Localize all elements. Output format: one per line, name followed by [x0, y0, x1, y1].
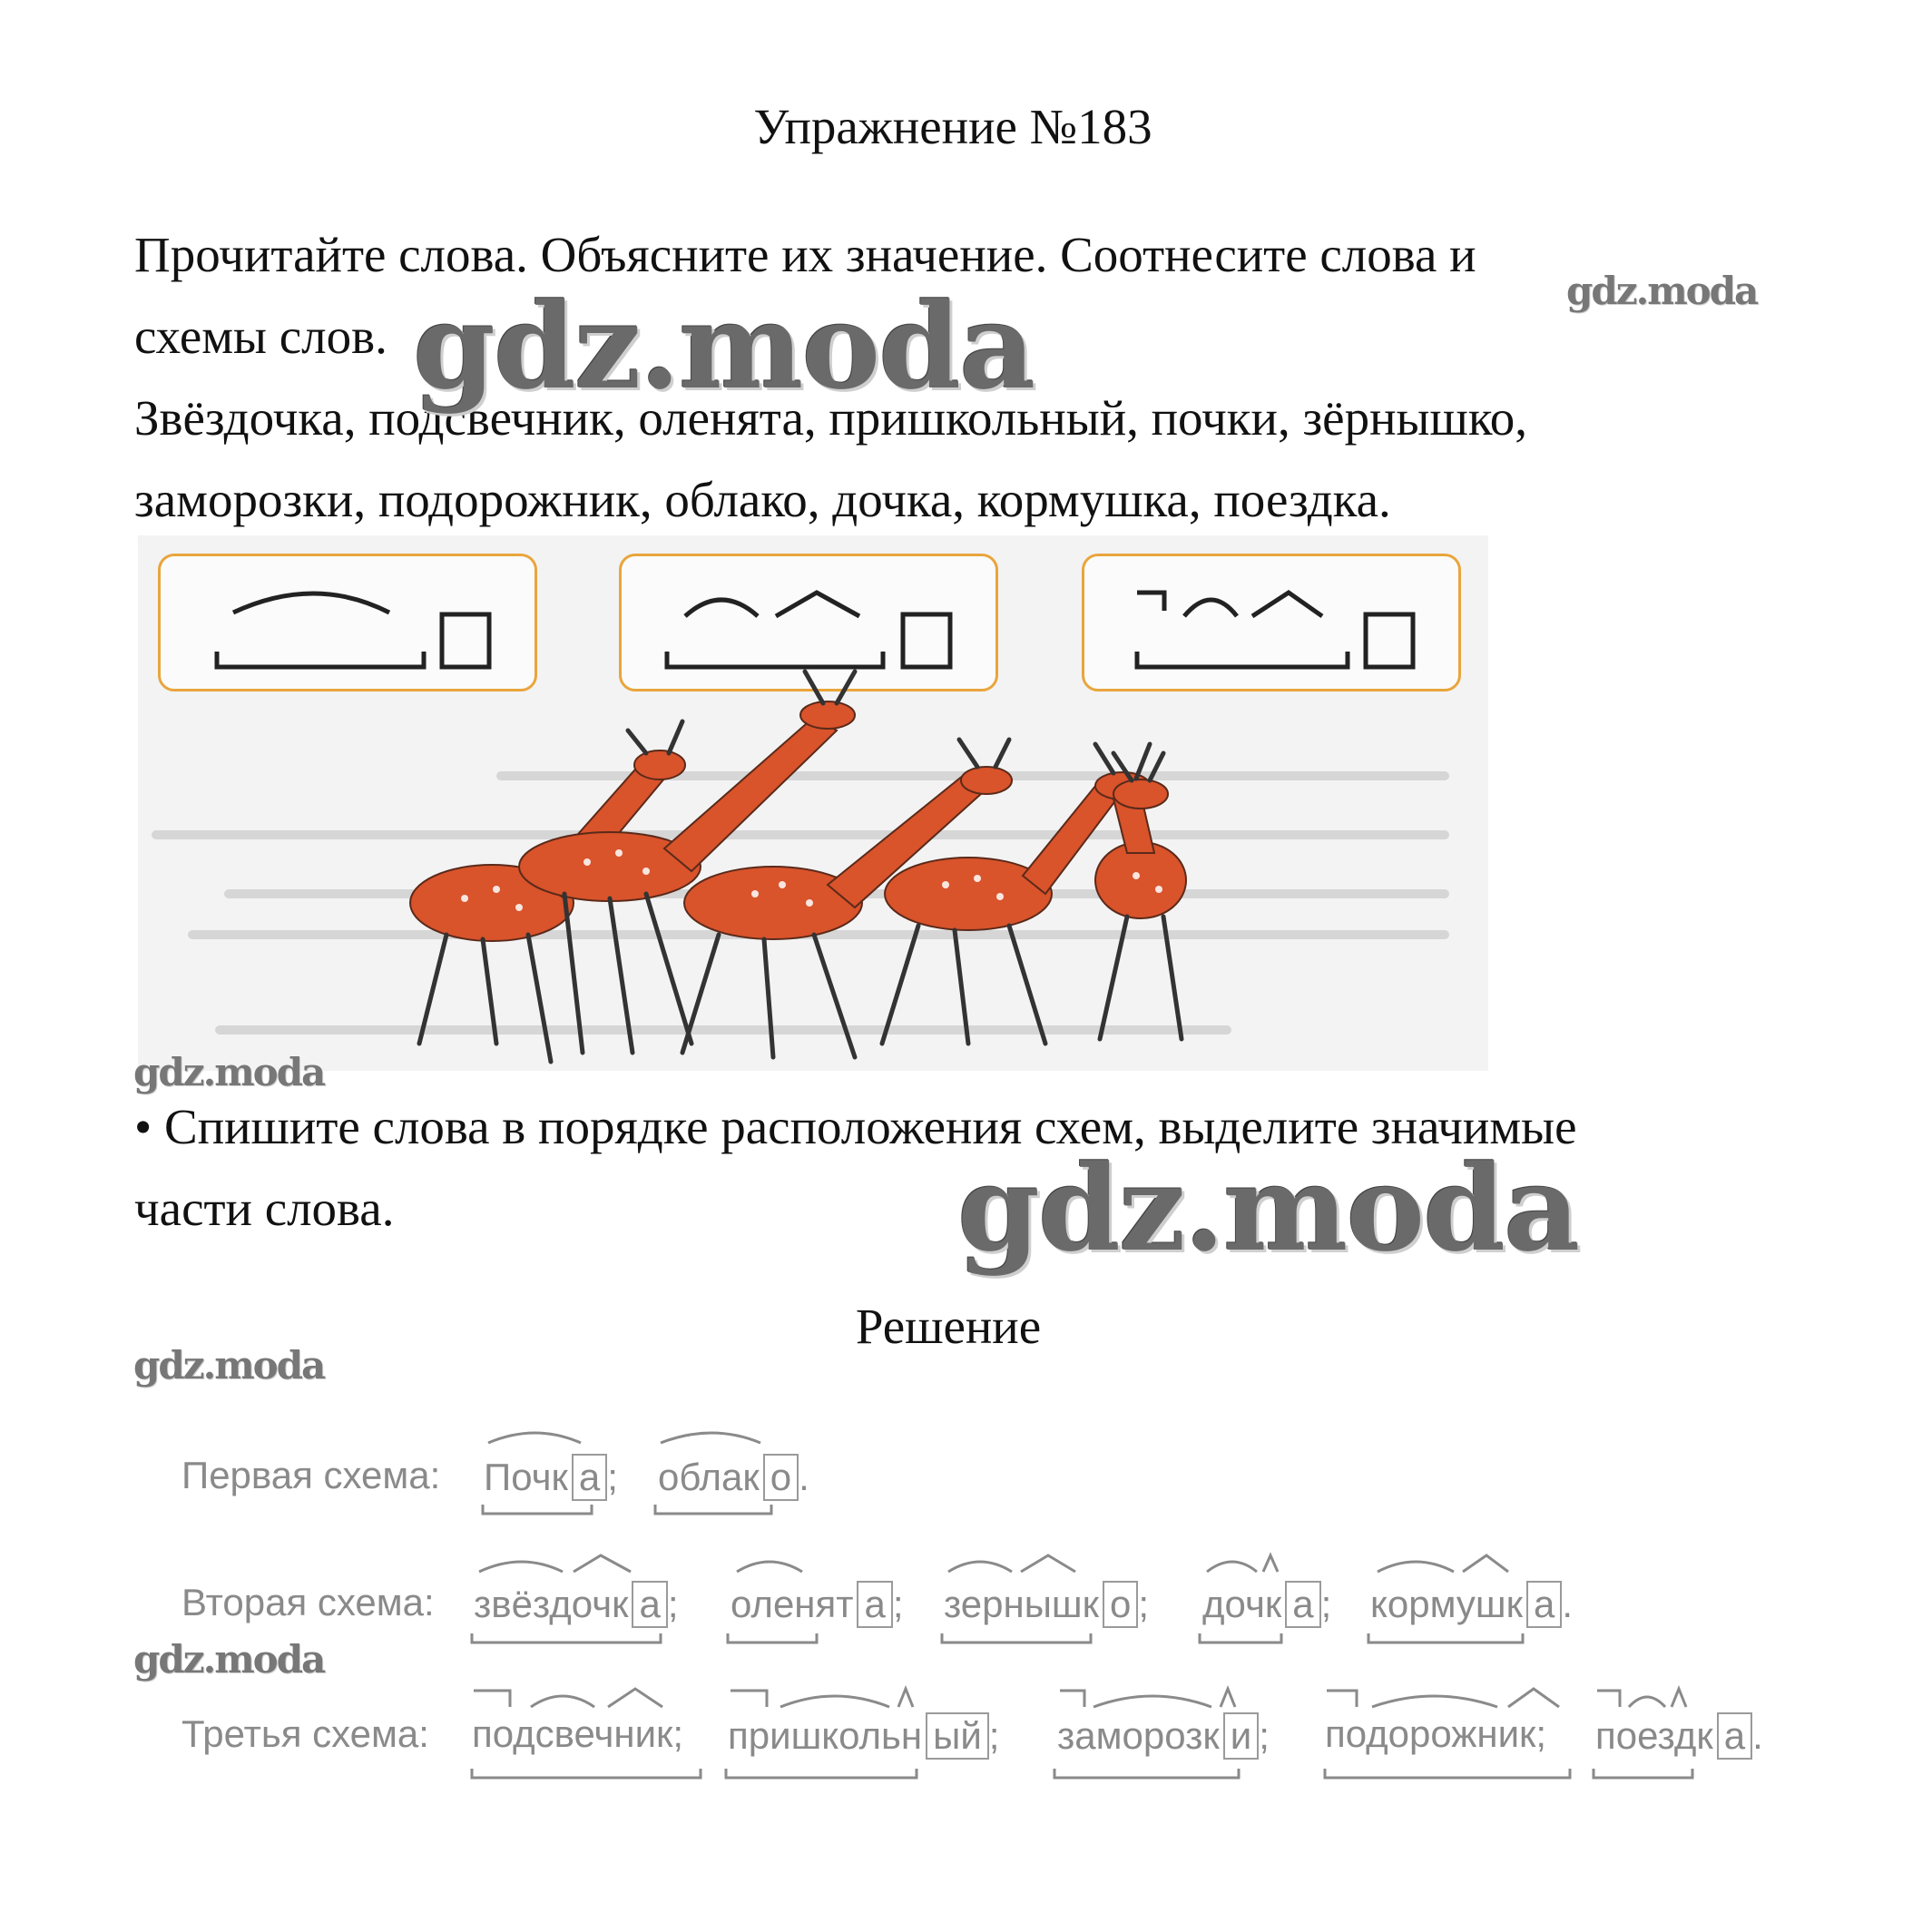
- word-stem: оленят: [731, 1583, 854, 1625]
- task-line: • Спишите слова в порядке расположения схем, выделите значимые: [134, 1099, 1577, 1154]
- word-stem: звёздочк: [474, 1583, 629, 1625]
- illustration: [138, 535, 1488, 1071]
- task-line: части слова.: [134, 1181, 395, 1236]
- morpheme-marks: [181, 1552, 1724, 1661]
- word-stem: зернышк: [944, 1583, 1099, 1625]
- word-ending: а: [572, 1454, 607, 1501]
- word-separator: ;: [988, 1714, 1000, 1757]
- word-stem: дочк: [1202, 1583, 1282, 1625]
- deer-illustration: [138, 535, 1488, 1071]
- task-line: Звёздочка, подсвечник, оленята, пришкольный, почки, зёрнышко,: [134, 390, 1528, 446]
- word-ending: о: [763, 1454, 799, 1501]
- word-stem: заморозк: [1057, 1714, 1220, 1757]
- word-stem: подсвечник: [472, 1712, 673, 1755]
- word-ending: а: [632, 1581, 667, 1628]
- word-ending: ый: [926, 1712, 989, 1760]
- morpheme-marks: [181, 1425, 1724, 1534]
- word-separator: .: [799, 1456, 809, 1498]
- task-line: Прочитайте слова. Объясните их значение. Соотнесите слова и: [134, 227, 1476, 282]
- row-label: Первая схема:: [181, 1454, 441, 1496]
- watermark: gdz.moda: [413, 277, 1035, 416]
- word-separator: ;: [1138, 1583, 1149, 1625]
- word-stem: Почк: [484, 1456, 568, 1498]
- solution-heading: Решение: [855, 1299, 1042, 1354]
- word-separator: ;: [667, 1583, 679, 1625]
- row-label: Третья схема:: [181, 1712, 429, 1755]
- word-ending: и: [1223, 1712, 1259, 1760]
- word-separator: ;: [1259, 1714, 1270, 1757]
- watermark: gdz.moda: [133, 1050, 325, 1094]
- watermark: gdz.moda: [133, 1343, 325, 1388]
- morpheme-marks: [181, 1683, 1724, 1792]
- word-separator: ;: [607, 1456, 618, 1498]
- watermark: gdz.moda: [957, 1139, 1579, 1278]
- watermark: gdz.moda: [1566, 269, 1758, 313]
- word-ending: а: [1717, 1712, 1752, 1760]
- word-stem: облак: [658, 1456, 760, 1498]
- row-label: Вторая схема:: [181, 1581, 435, 1623]
- exercise-title: Упражнение №183: [753, 99, 1152, 154]
- task-line: схемы слов.: [134, 309, 387, 364]
- word-separator: ;: [892, 1583, 904, 1625]
- word-stem: кормушк: [1370, 1583, 1523, 1625]
- word-stem: поездк: [1595, 1714, 1713, 1757]
- word-ending: о: [1103, 1581, 1138, 1628]
- word-separator: ;: [1320, 1583, 1332, 1625]
- word-ending: а: [857, 1581, 892, 1628]
- word-stem: пришкольн: [728, 1714, 923, 1757]
- word-ending: а: [1285, 1581, 1320, 1628]
- word-separator: ;: [672, 1712, 684, 1755]
- word-stem: подорожник: [1325, 1712, 1536, 1755]
- word-separator: .: [1562, 1583, 1574, 1625]
- word-ending: а: [1526, 1581, 1562, 1628]
- word-separator: ;: [1535, 1712, 1547, 1755]
- word-separator: .: [1752, 1714, 1763, 1757]
- watermark: gdz.moda: [133, 1637, 325, 1682]
- task-line: заморозки, подорожник, облако, дочка, кормушка, поездка.: [134, 472, 1391, 527]
